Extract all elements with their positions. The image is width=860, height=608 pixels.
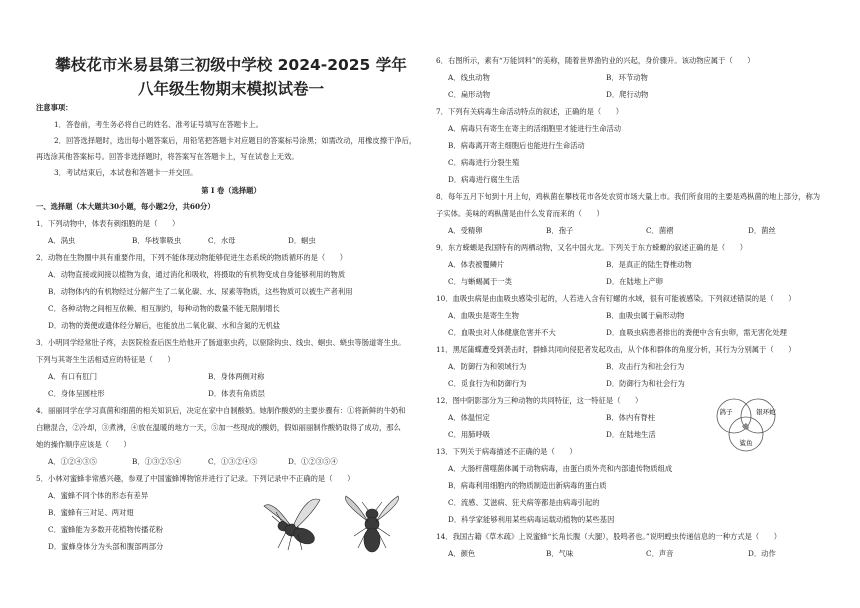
notice-item: 3．考试结束后，本试卷和答题卡一并交回。 <box>54 168 198 177</box>
option: A．线虫动物 <box>448 73 490 82</box>
question-stem: 2．动物在生物圈中具有重要作用，下列不能体现动物能够促进生态系统的物质循环的是（ ） <box>36 253 348 262</box>
option: A．大肠杆菌噬菌体属于动物病毒，由蛋白质外壳和内部遗传物质组成 <box>448 464 673 473</box>
option: B．蜜蜂有三对足、两对翅 <box>48 508 134 517</box>
option: B．血吸虫属于扁形动物 <box>606 311 685 320</box>
question-stem: 1．下列动物中，体表有刺细胞的是（ ） <box>36 219 180 228</box>
option: C．各种动物之间相互依赖、相互制约，每种动物的数量不能无限制增长 <box>48 304 280 313</box>
option: D．蛔虫 <box>288 236 316 245</box>
exam-title-line2: 八年级生物期末模拟试卷一 <box>137 80 324 98</box>
option: C．用肺呼吸 <box>448 430 491 439</box>
question-stem: 4．丽丽同学在学习真菌和细菌的相关知识后，决定在家中自制酸奶。她制作酸奶的主要步骤有：①将新鲜的牛奶和 <box>36 406 406 415</box>
option: C．身体呈圆柱形 <box>48 389 105 398</box>
option: C．水母 <box>208 236 236 245</box>
option: A．颜色 <box>448 549 476 558</box>
option: A．体表被覆鳞片 <box>448 260 505 269</box>
question-stem: 13．下列关于病毒描述不正确的是（ ） <box>436 447 577 456</box>
option: B．是真正的陆生脊椎动物 <box>606 260 692 269</box>
question-stem: 11．黑尾蒲蝶遭受到袭击时，群蜂共同向侵犯者发起攻击，从个体和群体的角度分析，其行为分别属于（ ） <box>436 345 796 354</box>
notice-heading: 注意事项： <box>36 103 73 112</box>
question-stem: 3．小明同学经常肚子疼，去医院检查后医生给他开了肠道驱虫药，以驱除钩虫、线虫、蛔虫、蛲虫等肠道寄生虫。 <box>36 338 406 347</box>
option: B．体内有脊柱 <box>606 413 656 422</box>
notice-item: 2．回答选择题时，选出每小题答案后，用铅笔把答题卡对应题目的答案标号涂黑；如需改动，用橡皮擦干净后， <box>54 136 417 145</box>
option: B．①③②⑤④ <box>132 457 182 466</box>
option: D．蜜蜂身体分为头部和腹部两部分 <box>48 542 164 551</box>
option: A．受精卵 <box>448 226 483 235</box>
option: D．爬行动物 <box>606 90 649 99</box>
option: B．气味 <box>546 549 574 558</box>
option: B．病毒利用细胞内的物质制造出新病毒的蛋白质 <box>448 481 607 490</box>
question-stem: 白糖混合，②冷却，③煮沸，④放在温暖的地方一天，⑤加一些现成的酸奶，假如丽丽制作酸奶取得了成功，那么 <box>36 423 401 432</box>
option: D．菌丝 <box>748 226 776 235</box>
question-stem: 10．血吸虫病是由血吸虫感染引起的，人若进入含有钉螺的水域，很有可能被感染。下列叙述错误的是（ ） <box>436 294 796 303</box>
option: A．涡虫 <box>48 236 76 245</box>
option: C．觅食行为和防御行为 <box>448 379 527 388</box>
option: B．病毒离开寄主细胞后也能进行生命活动 <box>448 141 585 150</box>
option: C．菌褶 <box>646 226 674 235</box>
venn-label-b: 银环蛇 <box>756 408 776 416</box>
question-stem: 9．东方蝾螈是我国特有的两栖动物，又名中国火龙。下列关于东方蝾螈的叙述正确的是（ ） <box>436 243 748 252</box>
option: D．科学家能够利用某些病毒运载动植物的某些基因 <box>448 515 615 524</box>
option: A．①②④③⑤ <box>48 457 98 466</box>
option: C．扁形动物 <box>448 90 491 99</box>
option: B．攻击行为和社会行为 <box>606 362 685 371</box>
option: C．与蜥蜴属于一类 <box>448 277 512 286</box>
question-stem: 她的操作顺序应该是（ ） <box>36 440 131 449</box>
option: D．在陆地上产卵 <box>606 277 663 286</box>
option: C．流感、艾滋病、狂犬病等都是由病毒引起的 <box>448 498 600 507</box>
venn-label-a: 鸽子 <box>719 408 733 416</box>
option: D．动作 <box>748 549 776 558</box>
option: B．动物体内的有机物经过分解产生了二氧化碳、水、尿素等物质，这些物质可以被生产者利用 <box>48 287 353 296</box>
question-stem: 12．图中阴影部分为三种动物的共同特征，这一特征是（ ） <box>436 396 643 405</box>
option: A．体温恒定 <box>448 413 490 422</box>
question-stem: 5．小林对蜜蜂非常感兴趣，参观了中国蜜蜂博物馆并进行了记录。下列记录中不正确的是（ ） <box>36 474 355 483</box>
option: C．①③②④⑤ <box>208 457 258 466</box>
question-stem: 7．下列有关病毒生命活动特点的叙述，正确的是（ ） <box>436 107 624 116</box>
option: A．动物直接或间接以植物为食，通过消化和吸收，将摄取的有机物变成自身能够利用的物质 <box>48 270 346 279</box>
venn-label-c: 鲨鱼 <box>739 439 753 447</box>
section-heading: 一、选择题（本大题共30小题，每小题2分，共60分） <box>36 202 215 211</box>
section-title: 第 I 卷（选择题） <box>201 186 261 195</box>
option: B．身体两侧对称 <box>208 372 265 381</box>
option: C．蜜蜂能为多数开花植物传播花粉 <box>48 525 164 534</box>
option: D．血吸虫病患者排出的粪便中含有虫卵，需无害化处理 <box>606 328 787 337</box>
option: B．华枝睾吸虫 <box>132 236 182 245</box>
venn-diagram <box>706 394 786 456</box>
option: B．环节动物 <box>606 73 648 82</box>
bee-illustration <box>262 492 412 554</box>
option: D．①②③⑤④ <box>288 457 338 466</box>
option: D．病毒进行腐生生活 <box>448 175 520 184</box>
notice-item: 1．答卷前，考生务必将自己的姓名、准考证号填写在答题卡上。 <box>54 120 263 129</box>
option: B．孢子 <box>546 226 574 235</box>
question-stem: 8．每年五月下旬到十月上旬，鸡枞菌在攀枝花市各处农贸市场大量上市。我们所食用的主要是鸡枞菌的地上部分，称为 <box>436 192 821 201</box>
option: C．血吸虫对人体健康危害并不大 <box>448 328 556 337</box>
option: D．防御行为和社会行为 <box>606 379 685 388</box>
option: D．在陆地生活 <box>606 430 656 439</box>
option: C．声音 <box>646 549 674 558</box>
option: D．体表有角质层 <box>208 389 265 398</box>
notice-item: 再选涂其他答案标号。回答非选择题时，将答案写在答题卡上，写在试卷上无效。 <box>36 152 299 161</box>
question-stem: 6．右图所示，素有“万能饲料”的美称，随着世界渔钓业的兴起，身价骤升。该动物应属于（ ） <box>436 56 755 65</box>
question-stem: 子实体。美味的鸡枞菌是由什么发育而来的（ ） <box>436 209 604 218</box>
option: A．防御行为和领域行为 <box>448 362 527 371</box>
option: A．有口有肛门 <box>48 372 98 381</box>
question-stem: 14．我国古籍《草木疏》上说蜜蜂“长角长腹（大腿），股鸣者也。”说明蝗虫传递信息的一种方式是（ ） <box>436 532 782 541</box>
option: C．病毒进行分裂生殖 <box>448 158 520 167</box>
option: D．动物的粪便或遗体经分解后，也能放出二氧化碳、水和含氮的无机盐 <box>48 321 281 330</box>
option: A．血吸虫是寄生生物 <box>448 311 519 320</box>
exam-title-line1: 攀枝花市米易县第三初级中学校 2024-2025 学年 <box>55 56 407 74</box>
question-stem: 下列与其寄生生活相适应的特征是（ ） <box>36 355 175 364</box>
option: A．蜜蜂不同个体的形态有差异 <box>48 491 149 500</box>
option: A．病毒只有寄生在寄主的活细胞里才能进行生命活动 <box>448 124 622 133</box>
